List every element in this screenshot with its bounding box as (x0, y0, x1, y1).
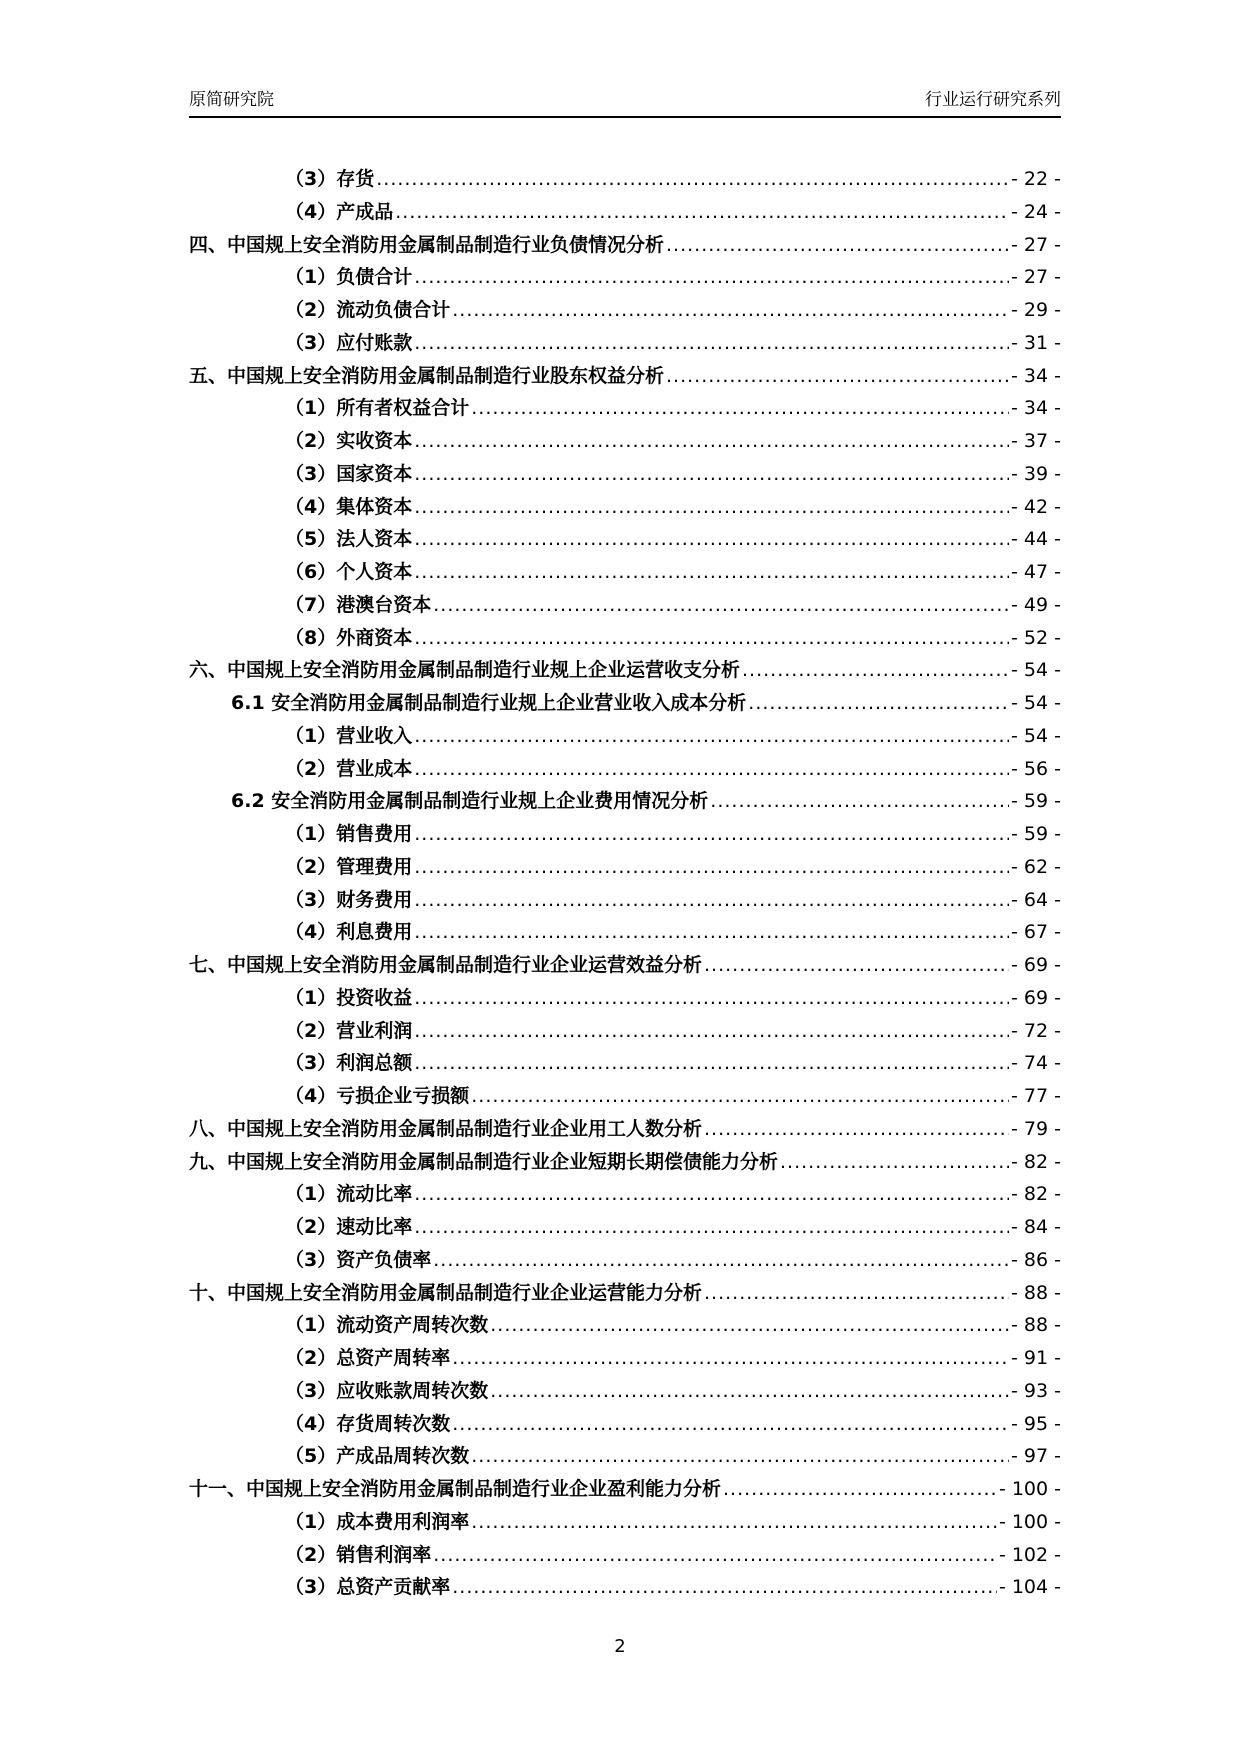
toc-entry-page: - 54 - (1011, 659, 1061, 682)
toc-dot-leader (414, 491, 1009, 524)
toc-dot-leader (433, 1244, 1009, 1277)
toc-dot-leader (666, 360, 1009, 393)
toc-entry-title: 6.1 安全消防用金属制品制造行业规上企业营业收入成本分析 (231, 692, 747, 714)
toc-entry-page: - 95 - (1011, 1412, 1061, 1435)
toc-entry[interactable] (189, 949, 1061, 982)
toc-dot-leader (414, 818, 1009, 851)
toc-entry-title: 九、中国规上安全消防用金属制品制造行业企业短期长期偿债能力分析 (189, 1150, 779, 1173)
toc-entry-page: - 97 - (1011, 1445, 1061, 1468)
toc-entry-title: （1）流动资产周转次数 (285, 1314, 489, 1337)
toc-entry-title: （2）总资产周转率 (285, 1347, 451, 1369)
toc-dot-leader (433, 589, 1009, 622)
toc-entry-title: （8）外商资本 (285, 626, 413, 649)
toc-dot-leader (376, 163, 1009, 196)
toc-dot-leader (414, 261, 1009, 294)
toc-entry-page: - 88 - (1011, 1314, 1061, 1337)
toc-entry-title: （4）亏损企业亏损额 (285, 1085, 470, 1107)
toc-entry-page: - 102 - (998, 1543, 1061, 1566)
toc-entry[interactable] (189, 1408, 1061, 1441)
toc-entry[interactable] (189, 294, 1061, 327)
toc-entry-title: （3）应付账款 (285, 331, 413, 354)
toc-entry[interactable] (189, 1571, 1061, 1604)
toc-entry-page: - 104 - (998, 1576, 1061, 1599)
toc-entry[interactable] (189, 1539, 1061, 1572)
toc-dot-leader (471, 392, 1009, 425)
toc-dot-leader (414, 884, 1009, 917)
toc-entry-title: （2）销售利润率 (285, 1543, 432, 1566)
header-series-title: 行业运行研究系列 (925, 90, 1061, 110)
table-of-contents (189, 163, 1061, 1604)
toc-dot-leader (704, 1113, 1009, 1146)
toc-entry-title: （2）速动比率 (285, 1216, 413, 1238)
toc-entry-title: （2）流动负债合计 (285, 299, 451, 321)
toc-dot-leader (780, 1146, 1009, 1179)
toc-entry-title: 十一、中国规上安全消防用金属制品制造行业企业盈利能力分析 (189, 1478, 722, 1500)
toc-entry-page: - 59 - (1011, 790, 1061, 813)
toc-entry[interactable] (189, 1440, 1061, 1473)
toc-entry[interactable] (189, 982, 1061, 1015)
toc-entry-page: - 62 - (1011, 855, 1061, 878)
toc-entry-title: （1）营业收入 (285, 724, 413, 747)
toc-entry[interactable] (189, 851, 1061, 884)
toc-entry[interactable] (189, 1047, 1061, 1080)
toc-entry[interactable] (189, 1211, 1061, 1244)
toc-entry-page: - 72 - (1011, 1019, 1061, 1042)
toc-entry-title: （2）管理费用 (285, 855, 413, 878)
toc-entry[interactable] (189, 360, 1061, 393)
toc-entry[interactable] (189, 1113, 1061, 1146)
toc-dot-leader (414, 1211, 1009, 1244)
toc-dot-leader (414, 916, 1009, 949)
toc-entry[interactable] (189, 523, 1061, 556)
toc-entry[interactable] (189, 1146, 1061, 1179)
toc-entry-page: - 64 - (1011, 888, 1061, 911)
toc-dot-leader (490, 1375, 1009, 1408)
page-header (189, 86, 1061, 118)
toc-entry-page: - 82 - (1011, 1150, 1061, 1173)
toc-entry[interactable] (189, 654, 1061, 687)
toc-entry-page: - 67 - (1011, 921, 1061, 944)
toc-entry[interactable] (189, 1342, 1061, 1375)
toc-dot-leader (742, 654, 1009, 687)
toc-entry[interactable] (189, 753, 1061, 786)
toc-dot-leader (471, 1506, 997, 1539)
toc-dot-leader (748, 687, 1009, 720)
toc-entry-page: - 69 - (1011, 954, 1061, 976)
toc-dot-leader (414, 720, 1009, 753)
page-number: 2 (614, 1636, 626, 1657)
toc-entry[interactable] (189, 425, 1061, 458)
toc-entry-title: （1）销售费用 (285, 823, 413, 845)
toc-entry-title: 6.2 安全消防用金属制品制造行业规上企业费用情况分析 (231, 790, 709, 813)
toc-entry-title: （3）存货 (285, 168, 375, 190)
header-org-name: 原简研究院 (189, 90, 274, 110)
toc-entry[interactable] (189, 1080, 1061, 1113)
toc-dot-leader (704, 949, 1009, 982)
toc-entry-page: - 69 - (1011, 986, 1061, 1009)
toc-dot-leader (471, 1080, 1009, 1113)
toc-entry-page: - 93 - (1011, 1379, 1061, 1402)
toc-entry-page: - 34 - (1011, 364, 1061, 387)
toc-dot-leader (414, 622, 1009, 655)
toc-entry-title: 四、中国规上安全消防用金属制品制造行业负债情况分析 (189, 233, 665, 256)
toc-entry-page: - 100 - (998, 1510, 1061, 1533)
toc-dot-leader (414, 753, 1009, 786)
toc-entry-page: - 52 - (1011, 626, 1061, 649)
toc-entry[interactable] (189, 720, 1061, 753)
toc-entry-title: （3）总资产贡献率 (285, 1576, 451, 1599)
toc-entry-title: （5）产成品周转次数 (285, 1445, 470, 1468)
toc-entry-title: （5）法人资本 (285, 528, 413, 551)
toc-dot-leader (490, 1309, 1009, 1342)
toc-entry-title: （1）所有者权益合计 (285, 397, 470, 420)
toc-dot-leader (414, 523, 1009, 556)
toc-entry[interactable] (189, 1244, 1061, 1277)
toc-dot-leader (452, 1571, 997, 1604)
toc-entry[interactable] (189, 1506, 1061, 1539)
toc-entry-page: - 29 - (1011, 299, 1061, 321)
toc-entry[interactable] (189, 261, 1061, 294)
toc-entry-page: - 100 - (998, 1478, 1061, 1500)
toc-entry[interactable] (189, 622, 1061, 655)
toc-entry-title: 十、中国规上安全消防用金属制品制造行业企业运营能力分析 (189, 1281, 703, 1304)
toc-dot-leader (704, 1277, 1009, 1310)
toc-entry[interactable] (189, 884, 1061, 917)
toc-dot-leader (414, 425, 1009, 458)
toc-entry-page: - 77 - (1011, 1085, 1061, 1107)
toc-entry-page: - 74 - (1011, 1052, 1061, 1075)
toc-entry[interactable] (189, 589, 1061, 622)
toc-entry-title: （6）个人资本 (285, 561, 413, 583)
toc-entry[interactable] (189, 687, 1061, 720)
toc-entry-title: （7）港澳台资本 (285, 593, 432, 616)
toc-dot-leader (666, 229, 1009, 262)
toc-entry[interactable] (189, 1473, 1061, 1506)
toc-entry-page: - 37 - (1011, 430, 1061, 452)
toc-entry[interactable] (189, 1375, 1061, 1408)
toc-entry-page: - 54 - (1011, 692, 1061, 714)
toc-entry-title: 六、中国规上安全消防用金属制品制造行业规上企业运营收支分析 (189, 659, 741, 682)
toc-entry-page: - 39 - (1011, 462, 1061, 485)
toc-dot-leader (414, 556, 1009, 589)
toc-entry-page: - 82 - (1011, 1183, 1061, 1206)
toc-entry[interactable] (189, 556, 1061, 589)
toc-entry-page: - 59 - (1011, 823, 1061, 845)
toc-entry-title: （4）产成品 (285, 200, 394, 223)
toc-entry[interactable] (189, 916, 1061, 949)
toc-entry-title: （4）集体资本 (285, 495, 413, 518)
toc-dot-leader (710, 785, 1009, 818)
toc-dot-leader (414, 851, 1009, 884)
toc-entry-page: - 56 - (1011, 757, 1061, 780)
toc-dot-leader (433, 1539, 997, 1572)
toc-entry-page: - 79 - (1011, 1117, 1061, 1140)
toc-entry-page: - 84 - (1011, 1216, 1061, 1238)
toc-dot-leader (414, 1015, 1009, 1048)
toc-entry-title: （3）利润总额 (285, 1052, 413, 1075)
toc-entry-title: （3）应收账款周转次数 (285, 1379, 489, 1402)
toc-entry[interactable] (189, 1178, 1061, 1211)
toc-entry[interactable] (189, 1277, 1061, 1310)
toc-entry-title: （3）国家资本 (285, 462, 413, 485)
toc-entry-page: - 91 - (1011, 1347, 1061, 1369)
toc-entry-title: （2）营业成本 (285, 757, 413, 780)
toc-entry-title: （2）实收资本 (285, 430, 413, 452)
toc-entry[interactable] (189, 229, 1061, 262)
toc-dot-leader (471, 1440, 1009, 1473)
toc-entry-title: （4）存货周转次数 (285, 1412, 451, 1435)
toc-entry[interactable] (189, 392, 1061, 425)
toc-dot-leader (452, 1408, 1009, 1441)
toc-entry-page: - 24 - (1011, 200, 1061, 223)
toc-entry[interactable] (189, 818, 1061, 851)
toc-entry-title: 七、中国规上安全消防用金属制品制造行业企业运营效益分析 (189, 954, 703, 976)
toc-dot-leader (452, 1342, 1009, 1375)
toc-dot-leader (414, 458, 1009, 491)
toc-entry-page: - 86 - (1011, 1248, 1061, 1271)
toc-entry-title: （4）利息费用 (285, 921, 413, 944)
toc-entry-page: - 27 - (1011, 233, 1061, 256)
toc-entry-title: （1）负债合计 (285, 266, 413, 289)
toc-entry-title: 五、中国规上安全消防用金属制品制造行业股东权益分析 (189, 364, 665, 387)
toc-entry[interactable] (189, 458, 1061, 491)
toc-entry-page: - 34 - (1011, 397, 1061, 420)
toc-entry[interactable] (189, 196, 1061, 229)
toc-dot-leader (723, 1473, 997, 1506)
toc-entry-title: （3）资产负债率 (285, 1248, 432, 1271)
toc-entry-title: 八、中国规上安全消防用金属制品制造行业企业用工人数分析 (189, 1117, 703, 1140)
toc-entry-page: - 31 - (1011, 331, 1061, 354)
toc-entry-page: - 88 - (1011, 1281, 1061, 1304)
toc-dot-leader (414, 327, 1009, 360)
toc-entry-title: （1）投资收益 (285, 986, 413, 1009)
toc-entry-title: （1）成本费用利润率 (285, 1510, 470, 1533)
toc-entry-title: （1）流动比率 (285, 1183, 413, 1206)
toc-entry-page: - 22 - (1011, 168, 1061, 190)
toc-entry-page: - 54 - (1011, 724, 1061, 747)
toc-entry-title: （2）营业利润 (285, 1019, 413, 1042)
toc-dot-leader (414, 1178, 1009, 1211)
toc-entry[interactable] (189, 327, 1061, 360)
toc-entry-page: - 42 - (1011, 495, 1061, 518)
toc-dot-leader (452, 294, 1009, 327)
toc-entry[interactable] (189, 1309, 1061, 1342)
toc-entry-page: - 44 - (1011, 528, 1061, 551)
toc-entry-page: - 49 - (1011, 593, 1061, 616)
toc-entry-page: - 47 - (1011, 561, 1061, 583)
toc-entry[interactable] (189, 163, 1061, 196)
toc-dot-leader (414, 1047, 1009, 1080)
toc-entry-page: - 27 - (1011, 266, 1061, 289)
toc-entry[interactable] (189, 491, 1061, 524)
toc-entry[interactable] (189, 1015, 1061, 1048)
toc-dot-leader (395, 196, 1009, 229)
toc-dot-leader (414, 982, 1009, 1015)
toc-entry-title: （3）财务费用 (285, 888, 413, 911)
toc-entry[interactable] (189, 785, 1061, 818)
